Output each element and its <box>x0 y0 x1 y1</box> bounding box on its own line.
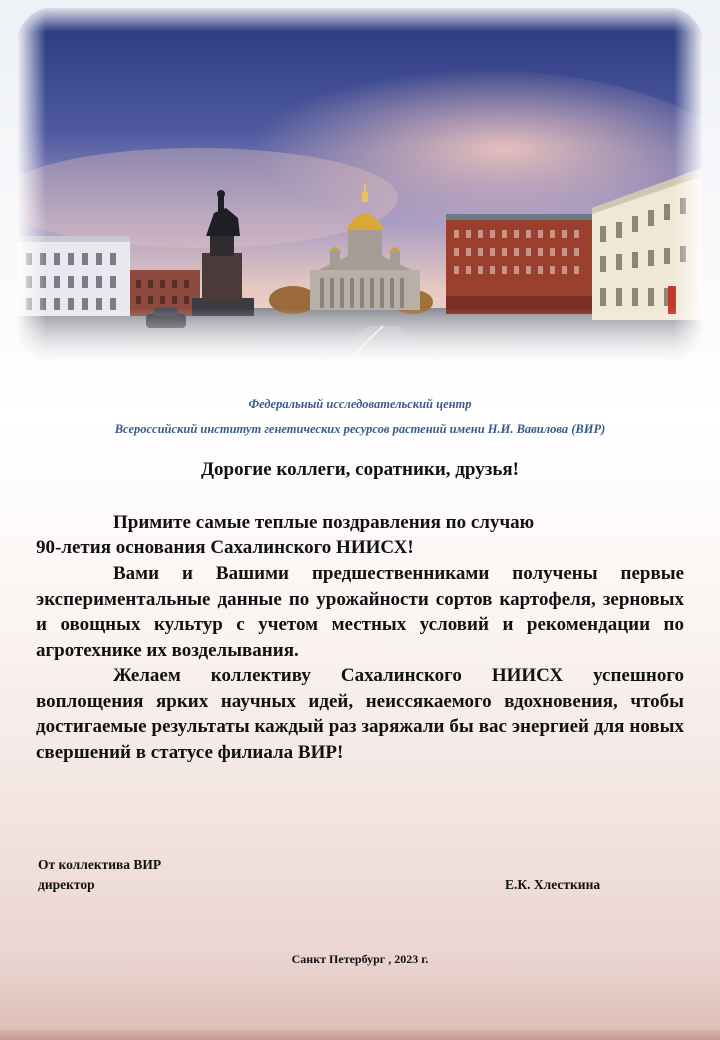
paragraph-1-line-2: 90-летия основания Сахалинского НИИСХ! <box>36 537 414 558</box>
header-photo <box>18 8 702 360</box>
paragraph-3: Желаем коллективу Сахалинского НИИСХ успешного воплощения ярких научных идей, неиссякаемого вдохновения, чтобы достигаемые результаты каждый раз заряжали бы вас энергией для новых свершений в статусе филиала ВИР! <box>36 665 684 763</box>
paragraph-2: Вами и Вашими предшественниками получены первые экспериментальные данные по урожайности сортов картофеля, зерновых и овощных культур с учетом местных условий и рекомендации по агротехнике их возделывания. <box>36 563 684 661</box>
greeting-heading: Дорогие коллеги, соратники, друзья! <box>200 459 520 480</box>
org-line-2: Всероссийский институт генетических ресурсов растений имени Н.И. Вавилова (ВИР) <box>114 422 606 436</box>
signature-name: Е.К. Хлесткина <box>505 877 601 892</box>
bottom-border <box>0 1030 720 1040</box>
org-line-1: Федеральный исследовательский центр <box>248 397 472 411</box>
signature-role: директор <box>38 877 95 892</box>
paragraph-1-line-1: Примите самые теплые поздравления по случаю <box>113 512 535 533</box>
place-date: Санкт Петербург , 2023 г. <box>291 952 429 966</box>
cityscape-illustration <box>18 8 702 360</box>
signature-from: От коллектива ВИР <box>38 857 162 872</box>
